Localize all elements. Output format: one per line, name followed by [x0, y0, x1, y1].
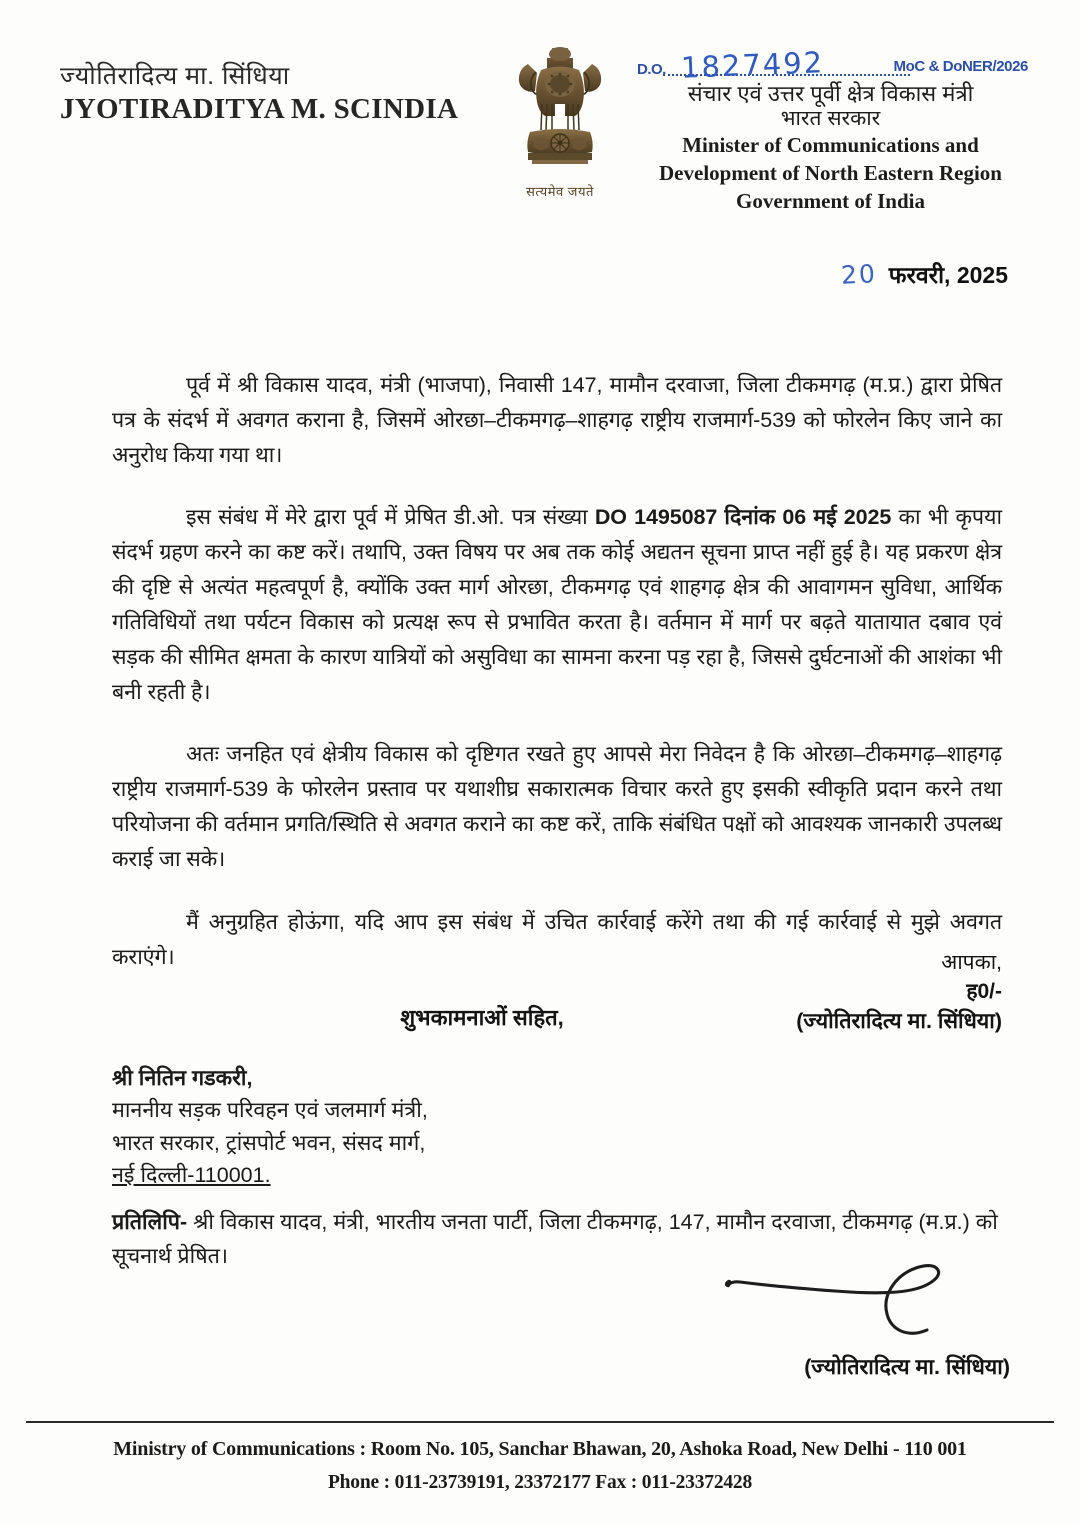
addressee-block [112, 1062, 428, 1191]
paragraph-3: अतः जनहित एवं क्षेत्रीय विकास को दृष्टिगत रखते हुए आपसे मेरा निवेदन है कि ओरछा–टीकमगढ़–शाहगढ़ राष्ट्रीय राजमार्ग-539 के फोरलेन प्रस्ताव पर यथाशीघ्र सकारात्मक विचार करते हुए इसकी स्वीकृति प्रदान करने तथा परियोजना की वर्तमान प्रगति/स्थिति से अवगत कराने का कष्ट करें, ताकि संबंधित पक्षों को आवश्यक जानकारी उपलब्ध कराई जा सके। [112, 742, 1002, 871]
do-reference-line [633, 45, 1028, 85]
footer-divider [26, 1421, 1054, 1423]
addressee-city-pin: नई दिल्ली-110001. [112, 1162, 271, 1187]
paragraph-2 [112, 500, 1002, 709]
do-number-handwritten: 1827492 [680, 45, 825, 85]
copy-to-label: प्रतिलिपि- [112, 1210, 188, 1234]
signoff-name: (ज्योतिरादित्य मा. सिंधिया) [796, 1008, 1002, 1033]
copy-to-text: श्री विकास यादव, मंत्री, भारतीय जनता पार्टी, जिला टीकमगढ़, 147, मामौन दरवाजा, टीकमगढ़ (म.प्र.) को सूचनार्थ प्रेषित। [112, 1210, 998, 1269]
addressee-name: श्री नितिन गडकरी, [112, 1066, 253, 1090]
date-day-handwritten: 20 [840, 259, 878, 290]
signoff-block [796, 948, 1002, 1036]
minister-name-block [60, 62, 460, 127]
signature-block [680, 1258, 1010, 1381]
paragraph-2-lead: इस संबंध में मेरे द्वारा पूर्व में प्रेषित डी.ओ. पत्र संख्या [186, 505, 595, 530]
footer-address: Ministry of Communications : Room No. 105, Sanchar Bhawan, 20, Ashoka Road, New Delhi - 110 001 [113, 1438, 967, 1460]
designation-hindi-2: भारत सरकार [780, 106, 881, 130]
signoff-yours: आपका, [941, 951, 1002, 974]
ashoka-emblem-icon [508, 42, 612, 180]
emblem-caption: सत्यमेव जयते [526, 184, 594, 199]
designation-hindi-1: संचार एवं उत्तर पूर्वी क्षेत्र विकास मंत्री [687, 81, 974, 106]
do-label: D.O. [637, 61, 666, 78]
letterhead-header [0, 0, 1080, 230]
minister-name-english: JYOTIRADITYA M. SCINDIA [60, 92, 459, 125]
addressee-address: भारत सरकार, ट्रांसपोर्ट भवन, संसद मार्ग, [112, 1130, 426, 1155]
addressee-designation: माननीय सड़क परिवहन एवं जलमार्ग मंत्री, [112, 1098, 428, 1123]
designation-english-3: Government of India [736, 188, 925, 213]
designation-english-2: Development of North Eastern Region [659, 160, 1002, 185]
paragraph-1: पूर्व में श्री विकास यादव, मंत्री (भाजपा), निवासी 147, मामौन दरवाजा, जिला टीकमगढ़ (म.प्र.) द्वारा प्रेषित पत्र के संदर्भ में अवगत कराना है, जिसमें ओरछा–टीकमगढ़–शाहगढ़ राष्ट्रीय राजमार्ग-539 को फोरलेन किए जाने का अनुरोध किया गया था। [112, 373, 1002, 467]
national-emblem-block [495, 42, 625, 200]
closing-salutation: शुभकामनाओं सहित, [400, 1005, 564, 1031]
letter-date [841, 258, 1008, 290]
footer-phone: Phone : 011-23739191, 23372177 Fax : 011-23372428 [327, 1472, 753, 1493]
designation-english-1: Minister of Communications and [682, 132, 979, 157]
date-month-year: फरवरी, 2025 [888, 262, 1008, 288]
do-reference-bold: DO 1495087 दिनांक 06 मई 2025 [594, 505, 892, 530]
signoff-handsign-mark: ह0/- [966, 980, 1002, 1004]
signature-name: (ज्योतिरादित्य मा. सिंधिया) [804, 1355, 1010, 1379]
paragraph-4: मैं अनुग्रहित होऊंगा, यदि आप इस संबंध में उचित कार्रवाई करेंगे तथा की गई कार्रवाई से मुझे अवगत कराएंगे। [112, 909, 1002, 969]
do-suffix: MoC & DoNER/2026 [893, 58, 1028, 75]
handwritten-signature [720, 1258, 1010, 1350]
paragraph-2-rest: का भी कृपया संदर्भ ग्रहण करने का कष्ट करें। तथापि, उक्त विषय पर अब तक कोई अद्यतन सूचना प्राप्त नहीं हुई है। यह प्रकरण क्षेत्र की दृष्टि से अत्यंत महत्वपूर्ण है, क्योंकि उक्त मार्ग ओरछा, टीकमगढ़ एवं शाहगढ़ क्षेत्र की आवागमन सुविधा, आर्थिक गतिविधियों तथा पर्यटन विकास को प्रत्यक्ष रूप से प्रभावित करता है। वर्तमान में मार्ग पर बढ़ते यातायात दबाव एवं सड़क की सीमित क्षमता के कारण यात्रियों को असुविधा का सामना करना पड़ रहा है, जिससे दुर्घटनाओं की आशंका भी बनी रहती है। [112, 505, 1002, 704]
minister-name-hindi: ज्योतिरादित्य मा. सिंधिया [60, 62, 290, 90]
footer-block [0, 1434, 1080, 1497]
letter-body [112, 368, 1002, 1032]
designation-block [633, 45, 1028, 216]
